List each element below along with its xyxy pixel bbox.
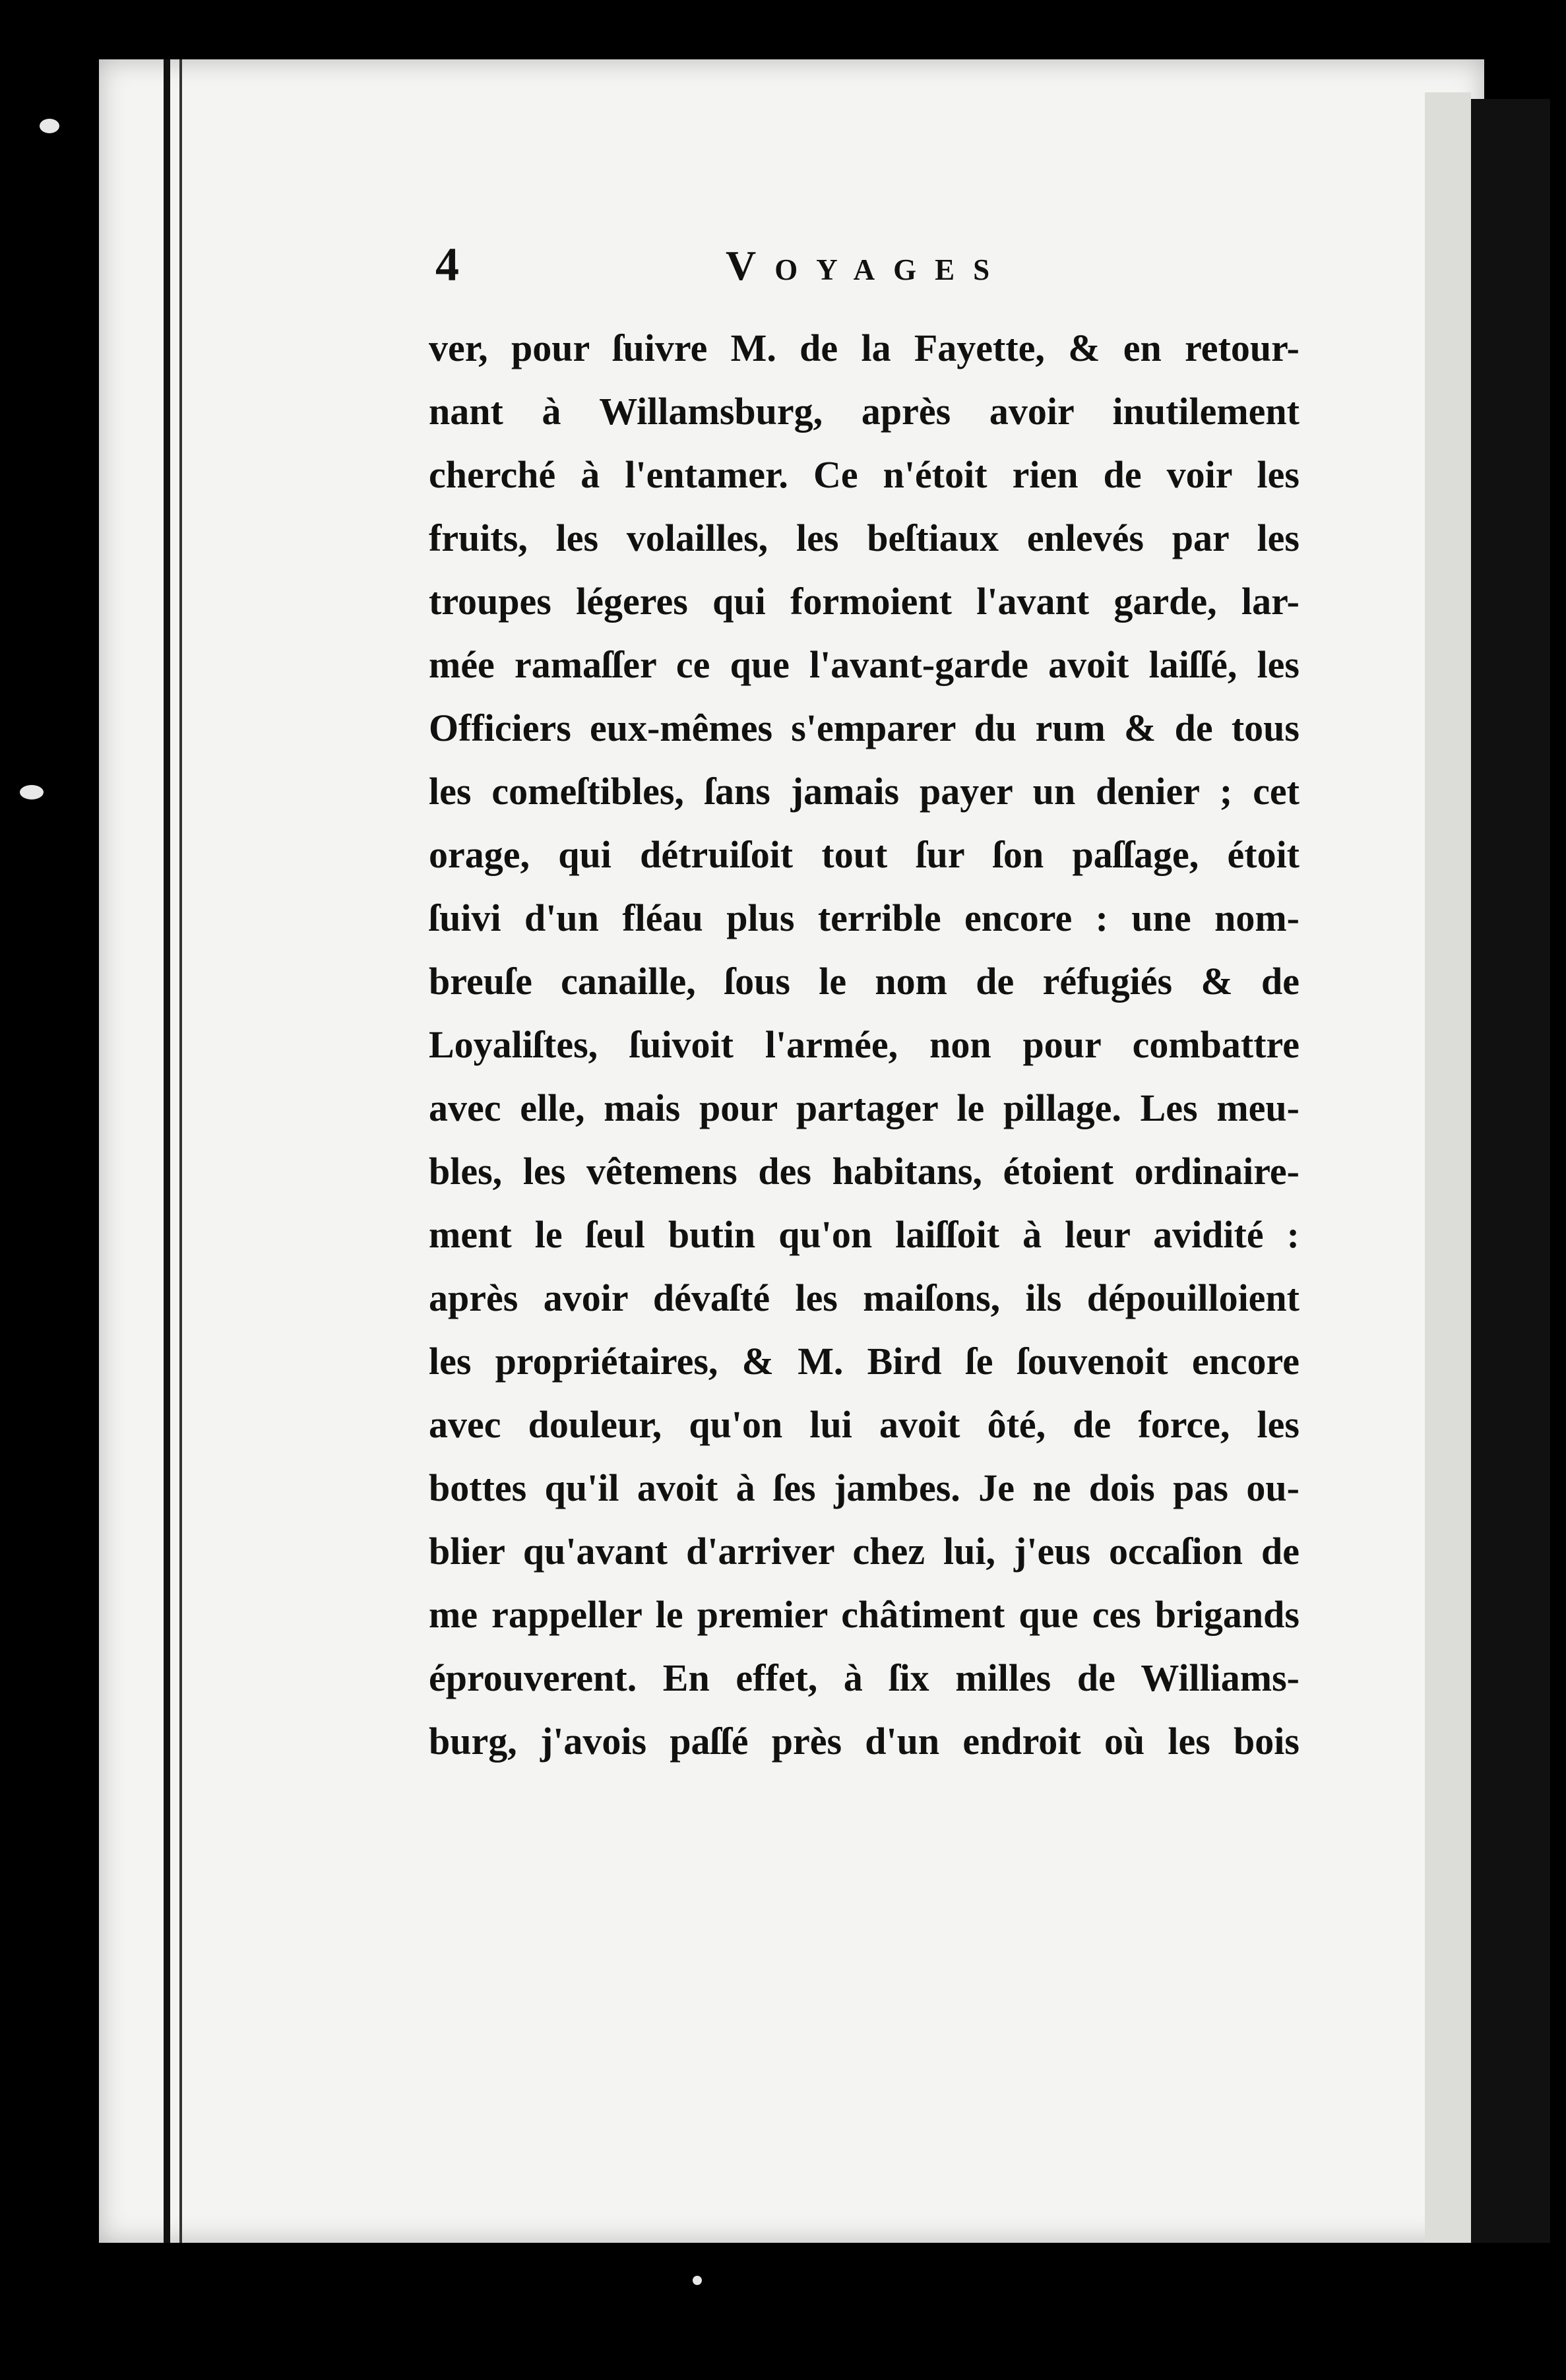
text-line: cherché à l'entamer. Ce n'étoit rien de voir les: [429, 453, 1300, 496]
text-line: fruits, les volailles, les beſtiaux enlevés par les: [429, 517, 1300, 559]
right-border-shadow: [1471, 99, 1550, 2243]
text-line: Loyaliſtes, ſuivoit l'armée, non pour combattre: [429, 1023, 1300, 1066]
spine-rule: [179, 59, 182, 2243]
text-line: après avoir dévaſté les maiſons, ils dépouilloient: [429, 1276, 1300, 1319]
text-line: bottes qu'il avoit à ſes jambes. Je ne dois pas ou-: [429, 1466, 1300, 1509]
running-title: Voyages: [726, 242, 1009, 289]
text-line: breuſe canaille, ſous le nom de réfugiés & de: [429, 960, 1300, 1003]
next-page-edge: [1425, 92, 1471, 2243]
text-line: Officiers eux-mêmes s'emparer du rum & de tous: [429, 706, 1300, 749]
scan-speck: [40, 119, 59, 133]
text-line: ver, pour ſuivre M. de la Fayette, & en retour-: [429, 327, 1300, 369]
text-line: éprouverent. En effet, à ſix milles de Williams-: [429, 1656, 1300, 1699]
text-line: ſuivi d'un fléau plus terrible encore : une nom-: [429, 896, 1300, 939]
page-number: 4: [435, 238, 459, 291]
text-line: troupes légeres qui formoient l'avant garde, lar-: [429, 580, 1300, 623]
text-line: avec douleur, qu'on lui avoit ôté, de force, les: [429, 1403, 1300, 1446]
body-text: [429, 317, 1300, 1773]
text-line: nant à Willamsburg, après avoir inutilement: [429, 390, 1300, 433]
text-line: les comeſtibles, ſans jamais payer un denier ; cet: [429, 770, 1300, 813]
text-line: blier qu'avant d'arriver chez lui, j'eus occaſion de: [429, 1530, 1300, 1573]
text-line: mée ramaſſer ce que l'avant-garde avoit laiſſé, les: [429, 643, 1300, 686]
running-head: [435, 237, 1359, 310]
scan-speck: [20, 785, 44, 799]
text-line: ment le ſeul butin qu'on laiſſoit à leur avidité :: [429, 1213, 1300, 1256]
scan-speck: [693, 2276, 702, 2285]
text-line: orage, qui détruiſoit tout ſur ſon paſſage, étoit: [429, 833, 1300, 876]
text-line: les propriétaires, & M. Bird ſe ſouvenoit encore: [429, 1340, 1300, 1383]
text-line: avec elle, mais pour partager le pillage. Les meu-: [429, 1086, 1300, 1129]
text-line: burg, j'avois paſſé près d'un endroit où les bois: [429, 1720, 1300, 1763]
text-line: me rappeller le premier châtiment que ces brigands: [429, 1593, 1300, 1636]
spine-shadow: [164, 59, 170, 2243]
text-line: bles, les vêtemens des habitans, étoient ordinaire-: [429, 1150, 1300, 1193]
